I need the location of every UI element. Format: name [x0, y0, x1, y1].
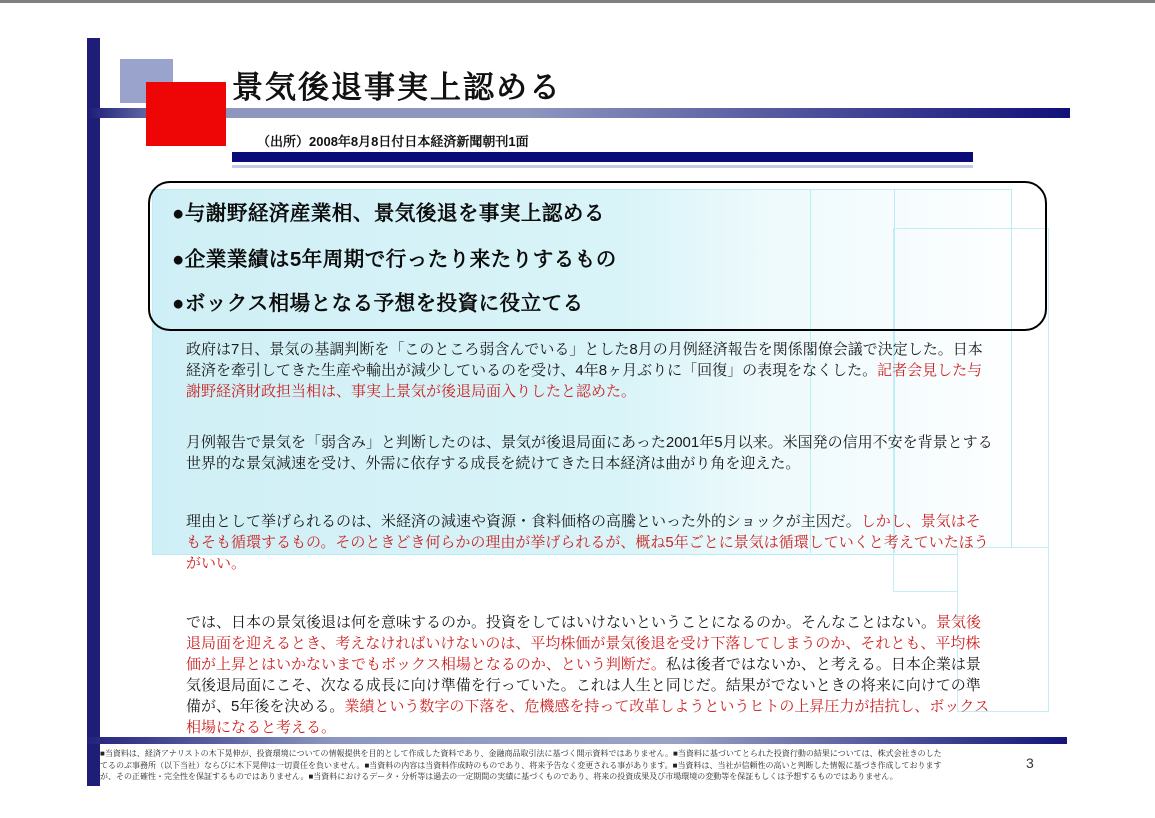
title-underline-bar	[87, 108, 1070, 118]
key-point-1: ●与謝野経済産業相、景気後退を事実上認める	[172, 202, 605, 225]
key-point-3: ●ボックス相場となる予想を投資に役立てる	[172, 292, 584, 315]
body-text-segment: 月例報告で景気を「弱含み」と判断したのは、景気が後退局面にあった2001年5月以来。米国発の信用不安を背景とする世界的な景気減速を受け、外需に依存する成長を続けてきた日本経済は曲がり角を迎えた。	[186, 434, 993, 472]
footer-disclaimer-line: ■当資料は、経済アナリストの木下晃伸が、投資環境についての情報提供を目的として作成した資料であり、金融商品取引法に基づく開示資料ではありません。■当資料に基づいてとられた投資行動の結果については、株式会社きのした	[100, 749, 942, 758]
body-paragraph-1	[186, 339, 994, 402]
footer-disclaimer	[100, 748, 1005, 783]
footer-divider-bar	[87, 737, 1067, 744]
body-text-segment: 業績という数字の下落を、危機感を持って改革しようというヒトの上昇圧力が拮抗し、ボックス相場になると考える。	[186, 698, 990, 736]
body-text-segment: 私は後者ではないか、と考える。日本企業は景気後退局面にこそ、次なる成長に向け準備を行っていた。これは人生と同じだ。結果がでないときの将来に向けての準備が、5年後を決める。	[186, 656, 981, 715]
footer-disclaimer-line: が、その正確性・完全性を保証するものではありません。■当資料におけるデータ・分析等は過去の一定期間の実績に基づくものであり、将来の投資成果及び市場環境の変動等を保証もしくは予想するものではありません。	[100, 772, 898, 781]
body-paragraph-2	[186, 432, 994, 474]
footer-disclaimer-line: てるのぶ事務所（以下当社）ならびに木下晃伸は一切責任を負いません。■当資料の内容は当資料作成時のものであり、将来予告なく変更される事があります。■当資料は、当社が信頼性の高いと判断した情報に基づき作成しております	[100, 760, 942, 770]
body-text-segment: しかし、景気はそもそも循環するもの。そのときどき何らかの理由が挙げられるが、概ね5年ごとに景気は循環していくと考えていたほうがいい。	[186, 513, 989, 572]
body-text-segment: 景気後退局面を迎えるとき、考えなければいけないのは、平均株価が景気後退を受け下落してしまうのか、それとも、平均株価が上昇とはいかないまでもボックス相場となるのか、という判断だ。	[186, 614, 982, 673]
body-text-segment: 政府は7日、景気の基調判断を「このところ弱含んでいる」とした8月の月例経済報告を関係閣僚会議で決定した。日本経済を牽引してきた生産や輸出が減少しているのを受け、4年8ヶ月ぶりに「回復」の表現をなくした。	[186, 341, 983, 379]
top-divider-line	[0, 0, 1155, 3]
body-text-segment: 理由として挙げられるのは、米経済の減速や資源・食料価格の高騰といった外的ショックが主因だ。	[186, 513, 861, 530]
page-number: 3	[1026, 755, 1034, 771]
page-title: 景気後退事実上認める	[232, 70, 562, 105]
subheader-thin-line	[232, 165, 973, 168]
body-paragraph-3	[186, 511, 994, 574]
body-paragraph-4	[186, 612, 994, 738]
subheader-navy-bar	[232, 152, 973, 162]
body-text-segment: 記者会見した与謝野経済財政担当相は、事実上景気が後退局面入りしたと認めた。	[186, 362, 983, 400]
key-point-2: ●企業業績は5年周期で行ったり来たりするもの	[172, 248, 617, 271]
body-text-segment: では、日本の景気後退は何を意味するのか。投資をしてはいけないということになるのか。そんなことはない。	[186, 614, 937, 631]
red-decoration-square	[146, 82, 226, 146]
source-citation: （出所）2008年8月8日付日本経済新聞朝刊1面	[257, 134, 529, 149]
left-accent-bar	[87, 38, 100, 786]
